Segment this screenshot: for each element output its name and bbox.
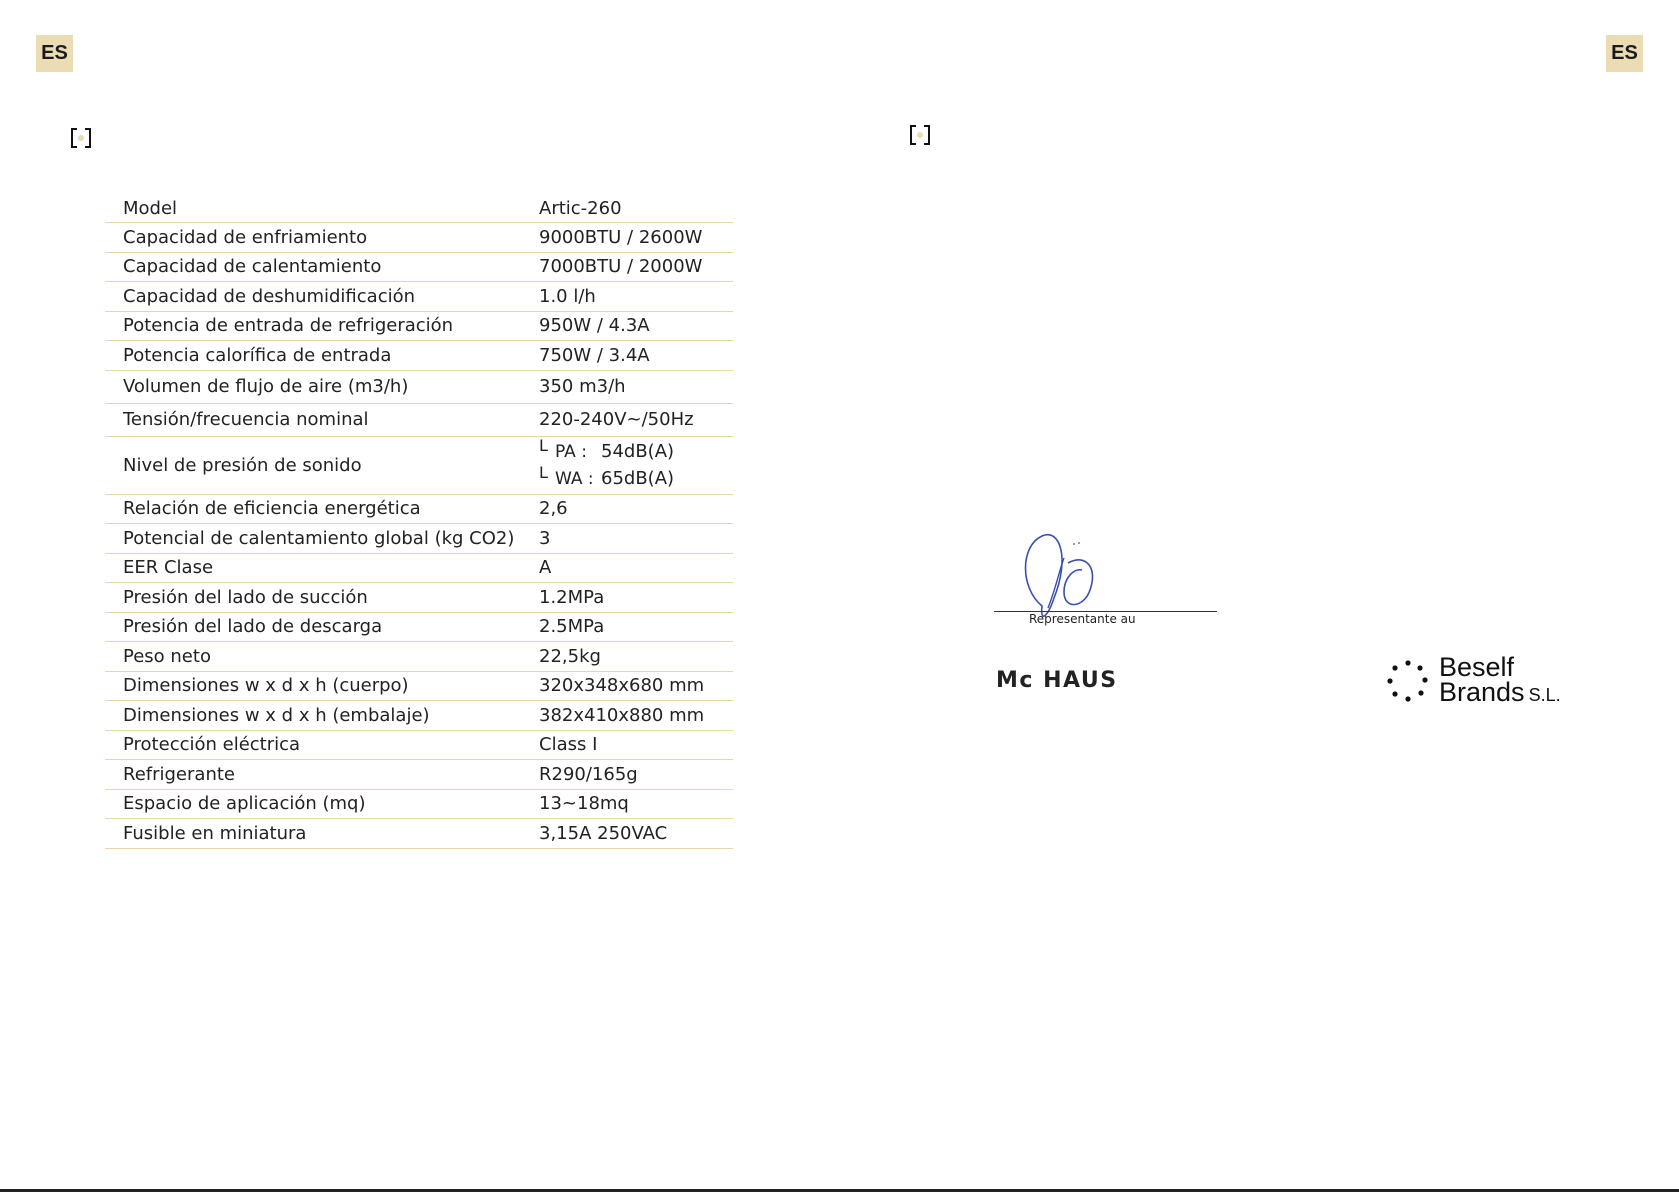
table-row — [105, 253, 733, 283]
spec-label: Model — [123, 197, 178, 219]
spec-label: Espacio de aplicación (mq) — [123, 793, 366, 815]
beself-brands-text — [1439, 652, 1561, 708]
signature-caption: Representante au — [1029, 612, 1136, 626]
spec-value: 220-240V~/50Hz — [539, 409, 694, 430]
spec-value: 320x348x680 mm — [539, 675, 705, 697]
spec-value: 2.5MPa — [539, 616, 605, 638]
spec-label: Volumen de flujo de aire (m3/h) — [123, 376, 409, 397]
table-row — [105, 583, 733, 613]
spec-label: Dimensiones w x d x h (embalaje) — [123, 704, 430, 726]
spec-label: Peso neto — [123, 645, 211, 667]
sound-wa-line — [539, 463, 733, 489]
dot-ring-icon — [1385, 659, 1431, 705]
table-row — [105, 701, 733, 731]
table-row — [105, 731, 733, 761]
table-row — [105, 282, 733, 312]
spec-label: Potencia de entrada de refrigeración — [123, 315, 454, 337]
table-row — [105, 194, 733, 223]
table-row — [105, 819, 733, 849]
spec-label: Capacidad de deshumidificación — [123, 285, 416, 307]
sound-pa-line — [539, 436, 733, 462]
table-row — [105, 672, 733, 702]
sound-wa-value: 65dB(A) — [601, 468, 675, 489]
spec-value: 3 — [539, 527, 551, 549]
table-row — [105, 223, 733, 253]
spec-label: Tensión/frecuencia nominal — [123, 409, 369, 430]
spec-value: 3,15A 250VAC — [539, 822, 668, 844]
table-row — [105, 404, 733, 437]
sound-wa-key: WA : — [555, 469, 594, 489]
spec-value: 1.2MPa — [539, 586, 605, 608]
table-row — [105, 312, 733, 342]
spec-label: Refrigerante — [123, 763, 235, 785]
spec-value: 2,6 — [539, 498, 568, 520]
spec-label: Presión del lado de succión — [123, 586, 368, 608]
beself-line1: Beself — [1439, 652, 1515, 682]
spec-value: 7000BTU / 2000W — [539, 256, 703, 278]
table-row — [105, 341, 733, 371]
mc-haus-logo: Mc HAUS — [996, 668, 1118, 693]
table-row — [105, 790, 733, 820]
spec-value: 950W / 4.3A — [539, 315, 650, 337]
table-row — [105, 524, 733, 554]
spec-value: Class I — [539, 734, 598, 756]
specifications-table — [105, 194, 733, 849]
spec-label: Potencial de calentamiento global (kg CO2) — [123, 527, 515, 549]
corner-bracket-icon — [909, 124, 931, 146]
sound-pressure-values — [539, 436, 733, 489]
language-badge-left: ES — [36, 35, 73, 72]
sound-pa-key: PA : — [555, 442, 587, 462]
spec-value: 13~18mq — [539, 793, 629, 815]
language-badge-right: ES — [1606, 35, 1643, 72]
spec-value: 22,5kg — [539, 645, 601, 667]
spec-value: 1.0 l/h — [539, 285, 596, 307]
spec-label: Dimensiones w x d x h (cuerpo) — [123, 675, 409, 697]
table-row — [105, 760, 733, 790]
sound-pa-value: 54dB(A) — [601, 441, 675, 462]
spec-value: A — [539, 557, 552, 579]
spec-value: Artic-260 — [539, 197, 622, 219]
spec-label: Protección eléctrica — [123, 734, 301, 756]
spec-label: EER Clase — [123, 557, 214, 579]
spec-value: 750W / 3.4A — [539, 344, 650, 366]
beself-suffix: S.L. — [1528, 685, 1561, 705]
table-row — [105, 613, 733, 643]
spec-value: 350 m3/h — [539, 376, 626, 397]
spec-label: Nivel de presión de sonido — [123, 454, 362, 476]
beself-line2 — [1439, 677, 1561, 708]
table-row — [105, 554, 733, 584]
beself-brands-logo — [1385, 652, 1561, 708]
sound-tick: L — [539, 436, 548, 455]
table-row — [105, 642, 733, 672]
spec-value: R290/165g — [539, 763, 638, 785]
table-row — [105, 495, 733, 525]
spec-value: 9000BTU / 2600W — [539, 226, 703, 248]
corner-bracket-icon — [70, 127, 92, 149]
spec-label: Capacidad de calentamiento — [123, 256, 382, 278]
table-row-sound-pressure — [105, 437, 733, 495]
spec-label: Potencia calorífica de entrada — [123, 344, 392, 366]
spec-label: Capacidad de enfriamiento — [123, 226, 368, 248]
spec-label: Relación de eficiencia energética — [123, 498, 421, 520]
spec-value: 382x410x880 mm — [539, 704, 705, 726]
spec-label: Presión del lado de descarga — [123, 616, 383, 638]
beself-brands-word: Brands — [1439, 677, 1525, 707]
table-row — [105, 371, 733, 404]
spec-label: Fusible en miniatura — [123, 822, 307, 844]
sound-tick: L — [539, 463, 548, 482]
